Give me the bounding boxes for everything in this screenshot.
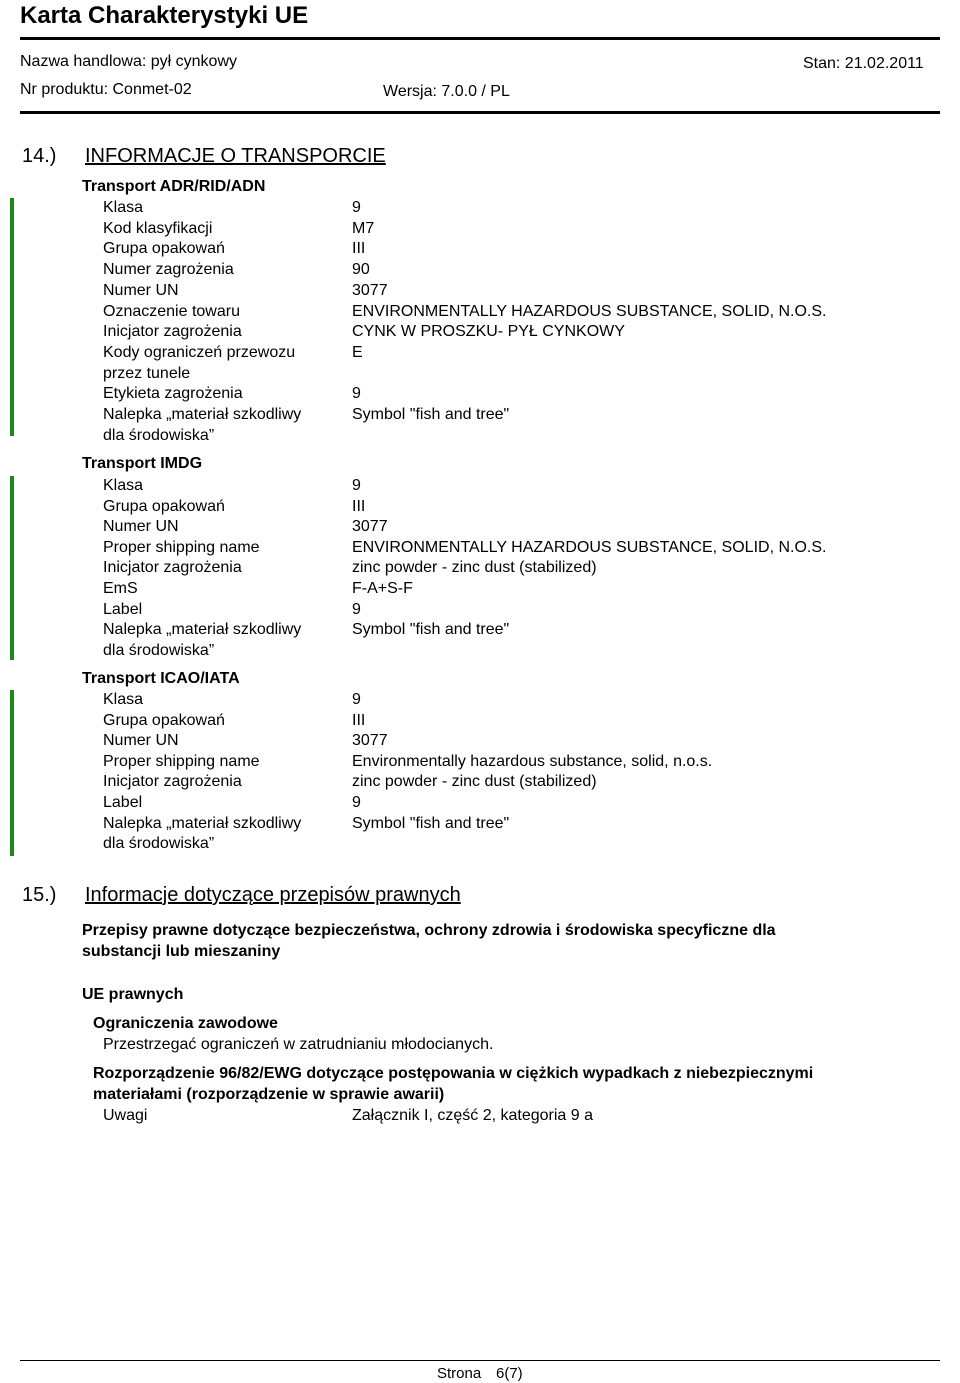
icao-row-label: Klasa bbox=[103, 691, 144, 708]
adr-row-label: Numer UN bbox=[103, 281, 179, 299]
icao-row-label: Proper shipping name bbox=[103, 752, 260, 770]
version: Wersja: 7.0.0 / PL bbox=[383, 83, 510, 100]
icao-row-label: Label bbox=[103, 794, 143, 811]
trade-name: Nazwa handlowa: pył cynkowy bbox=[20, 53, 237, 70]
imdg-row-value: 9 bbox=[352, 600, 361, 618]
adr-heading: Transport ADR/RID/ADN bbox=[82, 178, 266, 195]
imdg-row-value: Symbol "fish and tree" bbox=[352, 621, 510, 639]
product-number: Nr produktu: Conmet-02 bbox=[20, 81, 192, 98]
restrictions-heading: Ograniczenia zawodowe bbox=[93, 1015, 278, 1032]
directive-line2: materiałami (rozporządzenie w sprawie awarii) bbox=[93, 1086, 445, 1103]
adr-row-value: 90 bbox=[352, 261, 370, 279]
adr-row-label: Kod klasyfikacji bbox=[103, 219, 213, 237]
imdg-row-value: zinc powder - zinc dust (stabilized) bbox=[352, 559, 597, 577]
header-rule-bottom bbox=[20, 111, 940, 114]
imdg-row-label: Numer UN bbox=[103, 518, 179, 536]
imdg-row-label: Klasa bbox=[103, 477, 144, 494]
icao-row-value: III bbox=[352, 711, 366, 729]
adr-row-label: Kody ograniczeń przewozu bbox=[103, 343, 296, 361]
imdg-row-label: Label bbox=[103, 600, 143, 618]
adr-row-value: M7 bbox=[352, 219, 375, 237]
imdg-row-label: Proper shipping name bbox=[103, 538, 260, 556]
icao-heading: Transport ICAO/IATA bbox=[82, 670, 240, 687]
icao-row-label: Nalepka „materiał szkodliwy bbox=[103, 814, 302, 832]
regulations-intro-line1: Przepisy prawne dotyczące bezpieczeństwa, ochrony zdrowia i środowiska specyficzne dla bbox=[82, 922, 776, 939]
adr-row-value: 9 bbox=[352, 385, 361, 403]
adr-row-value: 9 bbox=[352, 199, 361, 216]
adr-row-value: 3077 bbox=[352, 281, 388, 299]
imdg-row-label: Nalepka „materiał szkodliwy bbox=[103, 621, 302, 639]
imdg-row-label: Inicjator zagrożenia bbox=[103, 559, 242, 577]
imdg-row-label: Grupa opakowań bbox=[103, 497, 225, 515]
adr-row-label: Nalepka „materiał szkodliwy bbox=[103, 406, 302, 423]
icao-row-label: Numer UN bbox=[103, 732, 179, 750]
change-bar-imdg bbox=[10, 476, 14, 660]
remarks-label: Uwagi bbox=[103, 1107, 148, 1124]
icao-row-value: Environmentally hazardous substance, solid, n.o.s. bbox=[352, 752, 713, 770]
footer-rule bbox=[20, 1360, 940, 1361]
imdg-row-value: 3077 bbox=[352, 518, 388, 536]
adr-row-value: ENVIRONMENTALLY HAZARDOUS SUBSTANCE, SOLID, N.O.S. bbox=[352, 302, 827, 320]
adr-row-value: CYNK W PROSZKU- PYŁ CYNKOWY bbox=[352, 323, 625, 341]
imdg-row-value: 9 bbox=[352, 477, 361, 494]
adr-row-value: E bbox=[352, 343, 363, 361]
section-14-title: INFORMACJE O TRANSPORCIE bbox=[85, 145, 386, 167]
icao-row-value: 3077 bbox=[352, 732, 388, 750]
page-number: 6(7) bbox=[496, 1365, 523, 1382]
icao-row-value: 9 bbox=[352, 691, 361, 708]
section-14-number: 14.) bbox=[22, 145, 57, 167]
eu-heading: UE prawnych bbox=[82, 986, 184, 1003]
regulations-intro-line2: substancji lub mieszaniny bbox=[82, 943, 281, 960]
adr-row-value: III bbox=[352, 240, 366, 258]
section-15-title: Informacje dotyczące przepisów prawnych bbox=[85, 884, 461, 906]
remarks-value: Załącznik I, część 2, kategoria 9 a bbox=[352, 1107, 593, 1124]
imdg-row-label: dla środowiska” bbox=[103, 641, 215, 659]
adr-row-label: Klasa bbox=[103, 199, 144, 216]
status-date: Stan: 21.02.2011 bbox=[803, 55, 924, 72]
icao-row-value: zinc powder - zinc dust (stabilized) bbox=[352, 773, 597, 791]
document-title: Karta Charakterystyki UE bbox=[20, 2, 309, 29]
change-bar-adr bbox=[10, 198, 14, 436]
icao-row-label: Inicjator zagrożenia bbox=[103, 773, 242, 791]
icao-row-label: dla środowiska” bbox=[103, 835, 215, 853]
adr-row-label: dla środowiska” bbox=[103, 426, 215, 444]
imdg-row-value: ENVIRONMENTALLY HAZARDOUS SUBSTANCE, SOLID, N.O.S. bbox=[352, 538, 827, 556]
adr-row-label: Grupa opakowań bbox=[103, 240, 225, 258]
page-label: Strona bbox=[437, 1365, 482, 1382]
adr-row-label: przez tunele bbox=[103, 364, 191, 382]
icao-row-value: 9 bbox=[352, 794, 361, 811]
imdg-heading: Transport IMDG bbox=[82, 455, 203, 472]
icao-row-value: Symbol "fish and tree" bbox=[352, 814, 510, 832]
adr-row-label: Numer zagrożenia bbox=[103, 261, 234, 279]
change-bar-icao bbox=[10, 690, 14, 856]
imdg-row-value: III bbox=[352, 497, 366, 515]
adr-row-label: Oznaczenie towaru bbox=[103, 302, 240, 320]
adr-row-value: Symbol "fish and tree" bbox=[352, 406, 510, 423]
header-rule-top bbox=[20, 37, 940, 40]
imdg-row-label: EmS bbox=[103, 580, 138, 597]
directive-line1: Rozporządzenie 96/82/EWG dotyczące postępowania w ciężkich wypadkach z niebezpiecznymi bbox=[93, 1065, 814, 1082]
imdg-row-value: F-A+S-F bbox=[352, 580, 413, 597]
adr-row-label: Etykieta zagrożenia bbox=[103, 385, 243, 403]
adr-row-label: Inicjator zagrożenia bbox=[103, 323, 242, 341]
restrictions-text: Przestrzegać ograniczeń w zatrudnianiu młodocianych. bbox=[103, 1036, 494, 1053]
icao-row-label: Grupa opakowań bbox=[103, 711, 225, 729]
section-15-number: 15.) bbox=[22, 884, 57, 906]
